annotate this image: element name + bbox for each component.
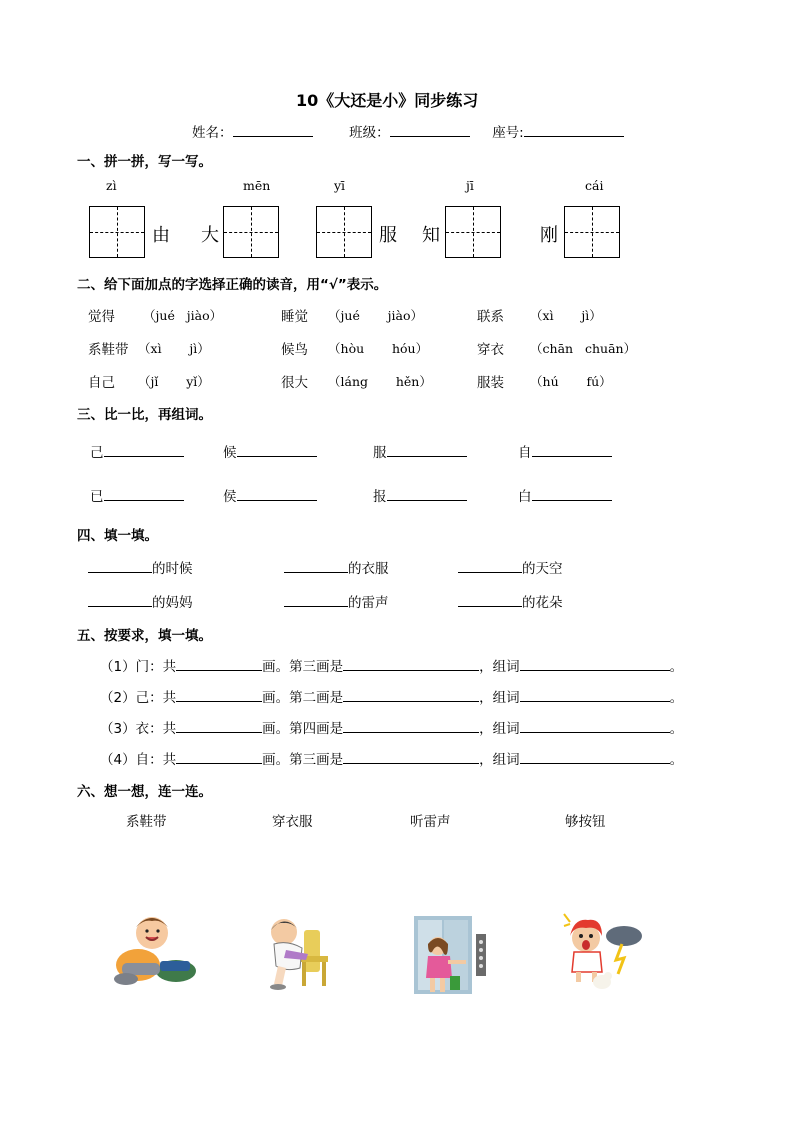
- word-ziji: 自己: [88, 375, 115, 391]
- name-label: 姓名：: [192, 125, 233, 141]
- writing-box-4[interactable]: [445, 206, 501, 258]
- child-dressing-picture[interactable]: [260, 910, 336, 992]
- compare-item: 服: [373, 441, 467, 461]
- word-blank[interactable]: [237, 486, 317, 501]
- stroke-blank[interactable]: [343, 718, 479, 733]
- reading-option[interactable]: （hòu hóu）: [328, 341, 429, 356]
- match-word-chuanyifu[interactable]: 穿衣服: [272, 814, 313, 830]
- word-blank[interactable]: [104, 442, 184, 457]
- class-label: 班级：: [349, 125, 390, 141]
- section6-heading: 六、想一想，连一连。: [77, 784, 212, 800]
- reading-option[interactable]: （jué jiào）: [143, 308, 223, 323]
- compare-item: 侯: [223, 485, 317, 505]
- page-title: 10《大还是小》同步练习: [296, 91, 479, 110]
- pinyin-3: yī: [334, 178, 346, 193]
- word-henda: 很大: [281, 375, 308, 391]
- fill-blank[interactable]: [458, 558, 522, 573]
- pinyin-1: zì: [106, 178, 117, 193]
- word-fuzhuang: 服装: [477, 375, 504, 391]
- fill-blank[interactable]: [284, 558, 348, 573]
- pinyin-5: cái: [585, 178, 604, 193]
- section1-heading: 一、拼一拼，写一写。: [77, 154, 212, 170]
- fill-item: 的花朵: [458, 591, 563, 611]
- char-gang: 刚: [540, 225, 558, 246]
- reading-option[interactable]: （jué jiào）: [328, 308, 424, 323]
- word-blank[interactable]: [520, 656, 670, 671]
- reading-option[interactable]: （láng hěn）: [328, 374, 432, 389]
- word-blank[interactable]: [387, 486, 467, 501]
- fill-blank[interactable]: [88, 558, 152, 573]
- pinyin-4: jī: [466, 178, 474, 193]
- seat-blank[interactable]: [524, 122, 624, 137]
- word-blank[interactable]: [237, 442, 317, 457]
- match-word-tingleisheng[interactable]: 听雷声: [410, 814, 451, 830]
- word-blank[interactable]: [520, 718, 670, 733]
- stroke-blank[interactable]: [343, 687, 479, 702]
- fill-item: 的时候: [88, 557, 193, 577]
- girl-elevator-picture[interactable]: [410, 914, 490, 996]
- char-you: 由: [152, 225, 170, 246]
- stroke-blank[interactable]: [343, 749, 479, 764]
- stroke-row: （1）门：共 画。第三画是 ，组词 。: [100, 655, 683, 675]
- compare-item: 自: [518, 441, 612, 461]
- name-blank[interactable]: [233, 122, 313, 137]
- char-fu: 服: [379, 225, 397, 246]
- reading-option[interactable]: （jǐ yǐ）: [138, 374, 210, 389]
- writing-box-5[interactable]: [564, 206, 620, 258]
- match-word-xixiedai[interactable]: 系鞋带: [126, 814, 167, 830]
- fill-item: 的天空: [458, 557, 563, 577]
- writing-box-1[interactable]: [89, 206, 145, 258]
- stroke-count-blank[interactable]: [176, 749, 262, 764]
- section3-heading: 三、比一比，再组词。: [77, 407, 212, 423]
- fill-item: 的雷声: [284, 591, 389, 611]
- student-info: [192, 121, 624, 141]
- word-blank[interactable]: [520, 687, 670, 702]
- word-houniao: 候鸟: [281, 342, 308, 358]
- reading-option[interactable]: （xì jì）: [138, 341, 210, 356]
- stroke-blank[interactable]: [343, 656, 479, 671]
- stroke-count-blank[interactable]: [176, 687, 262, 702]
- fill-blank[interactable]: [88, 592, 152, 607]
- word-chuanyi: 穿衣: [477, 342, 504, 358]
- reading-option[interactable]: （chān chuān）: [530, 341, 637, 356]
- reading-option[interactable]: （hú fú）: [530, 374, 612, 389]
- fill-blank[interactable]: [284, 592, 348, 607]
- word-shuijiao: 睡觉: [281, 309, 308, 325]
- word-blank[interactable]: [520, 749, 670, 764]
- boy-tying-shoes-picture[interactable]: [108, 905, 200, 991]
- seat-label: 座号:: [492, 125, 524, 141]
- compare-item: 已: [90, 485, 184, 505]
- word-blank[interactable]: [104, 486, 184, 501]
- fill-blank[interactable]: [458, 592, 522, 607]
- section2-heading: 二、给下面加点的字选择正确的读音，用“√”表示。: [77, 277, 388, 293]
- section4-heading: 四、填一填。: [77, 528, 158, 544]
- compare-item: 白: [518, 485, 612, 505]
- stroke-row: （2）己：共 画。第二画是 ，组词 。: [100, 686, 683, 706]
- compare-item: 候: [223, 441, 317, 461]
- class-blank[interactable]: [390, 122, 470, 137]
- stroke-row: （4）自：共 画。第三画是 ，组词 。: [100, 748, 683, 768]
- fill-item: 的妈妈: [88, 591, 193, 611]
- writing-box-2[interactable]: [223, 206, 279, 258]
- compare-item: 报: [373, 485, 467, 505]
- word-juede: 觉得: [88, 309, 115, 325]
- fill-item: 的衣服: [284, 557, 389, 577]
- stroke-count-blank[interactable]: [176, 718, 262, 733]
- stroke-row: （3）衣：共 画。第四画是 ，组词 。: [100, 717, 683, 737]
- reading-option[interactable]: （xì jì）: [530, 308, 602, 323]
- word-blank[interactable]: [532, 486, 612, 501]
- section5-heading: 五、按要求，填一填。: [77, 628, 212, 644]
- char-da: 大: [201, 225, 219, 246]
- pinyin-2: mēn: [243, 178, 271, 193]
- char-zhi: 知: [422, 225, 440, 246]
- word-blank[interactable]: [387, 442, 467, 457]
- word-lianxi: 联系: [477, 309, 504, 325]
- writing-box-3[interactable]: [316, 206, 372, 258]
- compare-item: 己: [90, 441, 184, 461]
- match-word-gouanniu[interactable]: 够按钮: [565, 814, 606, 830]
- word-xixiedai: 系鞋带: [88, 342, 129, 358]
- girl-thunder-picture[interactable]: [562, 910, 644, 992]
- stroke-count-blank[interactable]: [176, 656, 262, 671]
- word-blank[interactable]: [532, 442, 612, 457]
